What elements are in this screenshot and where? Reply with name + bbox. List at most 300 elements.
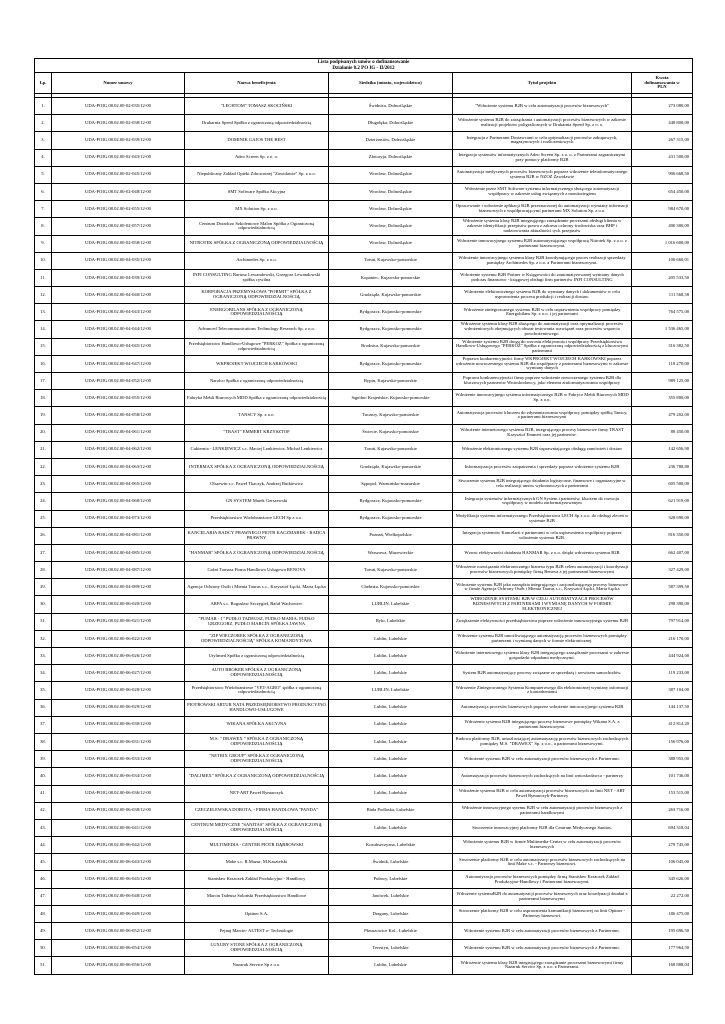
cell-amount: 654 450,00 xyxy=(632,183,693,200)
cell-amount: 168 888,04 xyxy=(632,957,693,974)
cell-seat: Wrocław, Dolnośląskie xyxy=(329,201,453,218)
cell-contract-number: UDA-POIG.08.02.00-02-058/12-00 xyxy=(52,235,185,252)
cell-project-title: Wdrożenie elektronicznego systemu B2B usprawniającego obsługę zamówień i dostaw xyxy=(453,441,632,458)
cell-seat: Sępólno Krajeńskie, Kujawsko-pomorskie xyxy=(329,390,453,407)
cell-lp: 10. xyxy=(35,252,52,269)
table-row xyxy=(35,837,693,854)
cell-beneficiary: Centrum Doradczo Szkoleniowe Malon Spółka z Ograniczoną odpowiedzialnością xyxy=(185,218,329,235)
cell-lp: 28. xyxy=(35,562,52,579)
cell-amount: 479 202,00 xyxy=(632,407,693,424)
cell-project-title: Automatyzacja procesów biznesowych zachodzących na linii wnioskodawca - partnerzy xyxy=(453,768,632,785)
cell-lp: 4. xyxy=(35,149,52,166)
table-row xyxy=(35,562,693,579)
cell-seat: Lublin, Lubelskie xyxy=(329,733,453,750)
cell-lp: 47. xyxy=(35,888,52,905)
grant-table xyxy=(34,58,693,975)
cell-contract-number: UDA-POIG.08.02.00-06-031/12-00 xyxy=(52,733,185,750)
header-seat: Siedziba (miasto, województwo) xyxy=(329,73,453,94)
cell-contract-number: UDA-POIG.08.02.00-06-020/12-00 xyxy=(52,596,185,613)
cell-contract-number: UDA-POIG.08.02.00-04-035/12-00 xyxy=(52,252,185,269)
cell-beneficiary: Adeo Screen Sp. z o. o. xyxy=(185,149,329,166)
table-title xyxy=(35,59,693,73)
cell-seat: Świdnik, Lubelskie xyxy=(329,854,453,871)
cell-lp: 8. xyxy=(35,218,52,235)
cell-amount: 316 382,50 xyxy=(632,338,693,355)
cell-lp: 12. xyxy=(35,287,52,304)
table-row xyxy=(35,682,693,699)
cell-lp: 27. xyxy=(35,544,52,561)
cell-amount: 236 788,80 xyxy=(632,458,693,475)
title-line-1: Lista podpisanych umów o dofinansowanie xyxy=(317,60,410,66)
cell-project-title: Wzrost efektywności działania HANMAR Sp. z o.o. dzięki wdrożeniu systemu B2B xyxy=(453,544,632,561)
cell-contract-number: UDA-POIG.08.02.00-06-027/12-00 xyxy=(52,665,185,682)
cell-contract-number: UDA-POIG.08.02.00-02-035/12-00 xyxy=(52,98,185,115)
cell-seat: Lublin, Lubelskie xyxy=(329,819,453,836)
grant-rows xyxy=(35,98,693,975)
cell-beneficiary: INTERMAX SPÓŁKA Z OGRANICZONĄ ODPOWIEDZIALNOŚCIĄ xyxy=(185,458,329,475)
cell-seat: Toruń, Kujawsko-pomorskie xyxy=(329,252,453,269)
cell-seat: Toruń, Kujawsko-pomorskie xyxy=(329,441,453,458)
table-row xyxy=(35,183,693,200)
cell-lp: 38. xyxy=(35,733,52,750)
cell-amount: 106 045,00 xyxy=(632,854,693,871)
cell-amount: 327 429,00 xyxy=(632,562,693,579)
cell-contract-number: UDA-POIG.08.02.00-06-036/12-00 xyxy=(52,785,185,802)
cell-project-title: Stworzenie innowacyjnej platformy B2B dla Centrum Medycznego Sanitas. xyxy=(453,819,632,836)
cell-lp: 21. xyxy=(35,441,52,458)
cell-project-title: Integracja z Partnerami Dostawcami w celu optymalizacji procesów zakupowych, magazynowych i rozliczeniowych xyxy=(453,132,632,149)
cell-project-title: Automatyzacja procesów biznesowych pomiędzy firmą Stanisław Krzaczek Zakład Produkcyjno-Handlowy i Partnerami biznesowymi. xyxy=(453,871,632,888)
table-row xyxy=(35,510,693,527)
cell-amount: 298 390,00 xyxy=(632,596,693,613)
cell-seat: Terestyn, Lubelskie xyxy=(329,940,453,957)
table-row xyxy=(35,716,693,733)
cell-amount: 694 318,04 xyxy=(632,819,693,836)
table-row xyxy=(35,596,693,613)
table-row xyxy=(35,819,693,836)
cell-contract-number: UDA-POIG.08.02.00-04-087/12-00 xyxy=(52,562,185,579)
table-row xyxy=(35,854,693,871)
cell-lp: 49. xyxy=(35,923,52,940)
cell-contract-number: UDA-POIG.08.02.00-06-054/12-00 xyxy=(52,940,185,957)
cell-beneficiary: WIKANA SPÓŁKA AKCYJNA xyxy=(185,716,329,733)
cell-seat: Janówek, Lubelskie xyxy=(329,888,453,905)
cell-lp: 23. xyxy=(35,476,52,493)
cell-lp: 45. xyxy=(35,854,52,871)
cell-contract-number: UDA-POIG.08.02.00-04-044/12-00 xyxy=(52,321,185,338)
cell-project-title: Wdrożenie systemu klasy B2B integrującego zarządzanie procesami obsługi klienta w zakresie identyfikacji przepisów prawa z zakresu ochrony środowiska oraz BHP i nadzorowania aktualności tych przepisów xyxy=(453,218,632,235)
cell-beneficiary: "TRAST" EMMERT KRZYSZTOF xyxy=(185,424,329,441)
table-row xyxy=(35,476,693,493)
cell-seat: Wrocław, Dolnośląskie xyxy=(329,218,453,235)
cell-beneficiary: "ZIP WIECZOREK SPÓŁKA Z OGRANICZONĄ ODPOWIEDZIALNOŚCIĄ" SPÓŁKA KOMANDYTOWA xyxy=(185,630,329,647)
cell-amount: 205 533,50 xyxy=(632,269,693,286)
cell-project-title: Automatyzacja procesów biznesowych poprzez wdrożenie innowacyjnego systemu B2B xyxy=(453,699,632,716)
cell-project-title: Stworzenie systemu B2B integrującego działania logistyczne, finansowe i organizacyjne w celu realizacji umów wykonawczych z partnerami xyxy=(453,476,632,493)
cell-beneficiary: Agencja Ochrony Osób i Mienia Taurus s.c., Krzysztof Łęcki, Maria Łęcka xyxy=(185,579,329,596)
cell-amount: 984 670,00 xyxy=(632,201,693,218)
cell-amount: 1 536 465,00 xyxy=(632,321,693,338)
cell-beneficiary: MULTIMEDIA - CENTER PIOTR DĄBROWSKI xyxy=(185,837,329,854)
table-row xyxy=(35,390,693,407)
cell-seat: Dzierżoniów, Dolnośląskie xyxy=(329,132,453,149)
cell-contract-number: UDA-POIG.08.02.00-04-085/12-00 xyxy=(52,544,185,561)
table-row xyxy=(35,957,693,974)
cell-project-title: "Wdrożenie systemu B2B w celu automatyzacji procesów biznesowych" xyxy=(453,98,632,115)
table-row xyxy=(35,493,693,510)
cell-amount: 587 399,50 xyxy=(632,579,693,596)
cell-contract-number: UDA-POIG.08.02.00-04-052/12-00 xyxy=(52,373,185,390)
table-row xyxy=(35,218,693,235)
table-row xyxy=(35,269,693,286)
cell-lp: 41. xyxy=(35,785,52,802)
cell-seat: Lublin, Lubelskie xyxy=(329,957,453,974)
cell-contract-number: UDA-POIG.08.02.00-04-073/12-00 xyxy=(52,510,185,527)
cell-beneficiary: Stanisław Krzaczek Zakład Produkcyjno - Handlowy xyxy=(185,871,329,888)
cell-contract-number: UDA-POIG.08.02.00-04-089/12-00 xyxy=(52,579,185,596)
cell-project-title: Poprawa konkurencyjności firmy WKPROJEKT WOJCIECH KARKOWSKI poprzez wdrożenie nowoczesnego systemu B2B dla współpracy z partnerami biznesowymi w zakresie wymiany danych xyxy=(453,355,632,372)
cell-lp: 50. xyxy=(35,940,52,957)
cell-contract-number: UDA-POIG.08.02.00-02-057/12-00 xyxy=(52,218,185,235)
cell-seat: Złotoryja, Dolnośląskie xyxy=(329,149,453,166)
cell-beneficiary: Nazaruk Service Sp z o.o. xyxy=(185,957,329,974)
table-row xyxy=(35,923,693,940)
header-project-title: Tytuł projektu xyxy=(453,73,632,94)
cell-seat: Grudziądz, Kujawsko-pomorskie xyxy=(329,287,453,304)
cell-amount: 101 736,00 xyxy=(632,768,693,785)
cell-beneficiary: NITROTEK SPÓŁKA Z OGRANICZONĄ ODPOWIEDZIALNOŚCIĄ xyxy=(185,235,329,252)
header-beneficiary: Nazwa beneficjenta xyxy=(185,73,329,94)
cell-seat: Chełmża, Kujawsko-pomorskie xyxy=(329,579,453,596)
cell-project-title: Wdrożenie zintegrowanego systemu B2B w celu usprawnienia współpracy pomiędzy Energobilans Sp. z o.o. i jej partnerami xyxy=(453,304,632,321)
cell-lp: 43. xyxy=(35,819,52,836)
cell-lp: 1. xyxy=(35,98,52,115)
cell-contract-number: UDA-POIG.08.02.00-06-021/12-00 xyxy=(52,613,185,630)
cell-project-title: Stworzenie platformy B2B w celu automatyzacji procesów biznesowych zachodzących na linii Make s.c. - Partnerzy biznesowi. xyxy=(453,854,632,871)
table-row xyxy=(35,115,693,132)
cell-amount: 111 568,58 xyxy=(632,287,693,304)
cell-seat: Lublin, Lubelskie xyxy=(329,665,453,682)
cell-project-title: Zwiększenie efektywności przedsiębiorstwa poprzez wdrożenie innowacyjnego systemu B2B xyxy=(453,613,632,630)
cell-project-title: Wdrożenie systemu B2B w celu automatyzacji procesów biznesowych na linii NET - ART Paweł Rymarczyk-Partnerzy xyxy=(453,785,632,802)
cell-beneficiary: Olszewin s.c. Paweł Tkaczyk, Andrzej Butkiewicz xyxy=(185,476,329,493)
cell-project-title: Integracja systemów informatycznych Adeo Screen Sp. z o. o. z Partnerami zagranicznymi przy pomocy platformy B2B xyxy=(453,149,632,166)
table-row xyxy=(35,940,693,957)
cell-amount: 267 315,00 xyxy=(632,132,693,149)
cell-beneficiary: Advanced Telecommunications Technology Research Sp. z o.o. xyxy=(185,321,329,338)
cell-lp: 6. xyxy=(35,183,52,200)
cell-amount: 797 914,00 xyxy=(632,613,693,630)
cell-amount: 177 964,50 xyxy=(632,940,693,957)
cell-project-title: Opracowanie i wdrożenie aplikacji B2B przeznaczonej do automatyzacji wymiany informacji biznesowych z współpracującymi partnerami MX Solution Sp. z o.o. xyxy=(453,201,632,218)
cell-lp: 39. xyxy=(35,751,52,768)
cell-contract-number: UDA-POIG.08.02.00-04-065/12-00 xyxy=(52,476,185,493)
table-row xyxy=(35,665,693,682)
cell-lp: 18. xyxy=(35,390,52,407)
table-row xyxy=(35,287,693,304)
cell-beneficiary: Cukiernia - LENKIEWICZ s.c. Maciej Lenkiewicz, Michał Lenkiewicz xyxy=(185,441,329,458)
cell-lp: 15. xyxy=(35,338,52,355)
cell-contract-number: UDA-POIG.08.02.00-06-038/12-00 xyxy=(52,802,185,819)
table-row xyxy=(35,733,693,750)
cell-project-title: Modyfikacja systemu informatycznego Przedsiębiorstwa LECH Sp z o.o. do obsługi zleceń w systemie B2B xyxy=(453,510,632,527)
title-line-2: Działanie 8.2 PO IG - II/2012 xyxy=(332,65,395,71)
header-amount-line: PLN xyxy=(657,84,667,90)
cell-contract-number: UDA-POIG.08.02.00-04-047/12-00 xyxy=(52,355,185,372)
cell-beneficiary: "NETRIX GROUP" SPÓŁKA Z OGRANICZONĄ ODPOWIEDZIALNOŚCIĄ xyxy=(185,751,329,768)
cell-contract-number: UDA-POIG.08.02.00-06-030/12-00 xyxy=(52,716,185,733)
cell-beneficiary: "HANMAR" SPÓŁKA Z OGRANICZONĄ ODPOWIEDZIALNOŚCIĄ xyxy=(185,544,329,561)
cell-lp: 34. xyxy=(35,665,52,682)
cell-project-title: Wdrożenie innowacyjnego sytemu B2B w celu automatyzacji procesów biznesowych z partnerami handlowymi xyxy=(453,802,632,819)
cell-lp: 35. xyxy=(35,682,52,699)
cell-project-title: Wdrożenie innowacyjnego systemu klasy B2B koordynującego proces realizacji sprzedaży pomiędzy Archimedes Sp. z o.o. a Partnerami biznesowymi. xyxy=(453,252,632,269)
cell-project-title: Informatyzacja procesów zaopatrzenia i sprzedaży poprzez wdrożenie systemu B2B xyxy=(453,458,632,475)
cell-contract-number: UDA-POIG.08.02.00-06-026/12-00 xyxy=(52,648,185,665)
cell-beneficiary: KORPORACJA PRZEMYSŁOWA "FORMIT" SPÓŁKA Z OGRANICZONĄ ODPOWIEDZIALNOŚCIĄ xyxy=(185,287,329,304)
cell-amount: 216 170,00 xyxy=(632,630,693,647)
cell-seat: Bydgoszcz, Kujawsko-pomorskie xyxy=(329,355,453,372)
cell-beneficiary: TANSCY Sp. z o.o. xyxy=(185,407,329,424)
cell-project-title: WDROŻENIE SYSTEMU B2B W CELU AUTOMATYZACJI PROCESÓW BIZNESOWYCH Z PARTNERAMI I WYMIANĘ DANYCH W FORMIE ELEKTRONICZNEJ xyxy=(453,596,632,613)
cell-contract-number: UDA-POIG.08.02.00-06-056/12-00 xyxy=(52,957,185,974)
column-header-row xyxy=(35,73,693,94)
cell-seat: Puławy, Lubelskie xyxy=(329,871,453,888)
cell-contract-number: UDA-POIG.08.02.00-02-038/12-00 xyxy=(52,115,185,132)
grant-list-sheet xyxy=(34,58,692,975)
header-amount-line: dofinansowania w xyxy=(644,79,680,85)
cell-seat: Bydgoszcz, Kujawsko-pomorskie xyxy=(329,304,453,321)
cell-beneficiary: DOMINIK GAJOS THE BEST xyxy=(185,132,329,149)
cell-lp: 3. xyxy=(35,132,52,149)
cell-beneficiary: Make s.c. R.Mazur, M.Kasztelski xyxy=(185,854,329,871)
table-row xyxy=(35,785,693,802)
cell-lp: 26. xyxy=(35,527,52,544)
cell-project-title: Wdrożenie systemu B2B do zarządzania i automatyzacji procesów biznesowych w zakresie realizacji projektów poligraficznych w Drukarnia Speed Sp. z o. o. xyxy=(453,115,632,132)
cell-beneficiary: KANCELARIA RADCY PRAWNEGO PIOTR KACZMAREK - RADCA PRAWNY xyxy=(185,527,329,544)
cell-amount: 22 272,00 xyxy=(632,888,693,905)
table-row xyxy=(35,98,693,115)
cell-beneficiary: M.S. " DRAWEX " SPÓŁKA Z OGRANICZONĄ ODPOWIEDZIALNOŚCIĄ xyxy=(185,733,329,750)
cell-seat: LUBLIN, Lubelskie xyxy=(329,682,453,699)
cell-project-title: Integracja systemów Kancelarii z partnerami w celu usprawnienia współpracy poprzez wdrożenie systemu B2B. xyxy=(453,527,632,544)
cell-amount: 328 690,00 xyxy=(632,510,693,527)
cell-seat: Świecie, Kujawsko-pomorskie xyxy=(329,424,453,441)
cell-seat: Kopaniec, Kujawsko-pomorskie xyxy=(329,269,453,286)
cell-beneficiary: WKPROJEKT WOJCIECH KARKOWSKI xyxy=(185,355,329,372)
cell-lp: 20. xyxy=(35,424,52,441)
table-row xyxy=(35,648,693,665)
cell-seat: Lublin, Lubelskie xyxy=(329,716,453,733)
cell-amount: 448 800,00 xyxy=(632,115,693,132)
cell-beneficiary: Marcin Tadeusz Soloński Przedsiębiorstwo Handlowe xyxy=(185,888,329,905)
cell-project-title: Wdrożenie systemu B2B integrującego procesy biznesowe pomiędzy Wikana S.A. a partnerami biznesowymi. xyxy=(453,716,632,733)
cell-contract-number: UDA-POIG.08.02.00-06-041/12-00 xyxy=(52,819,185,836)
cell-lp: 29. xyxy=(35,579,52,596)
cell-amount: 662 407,00 xyxy=(632,544,693,561)
table-row xyxy=(35,321,693,338)
cell-beneficiary: Niepubliczny Zakład Opieki Zdrowotnej "Zawidawie" Sp. z o.o. xyxy=(185,166,329,183)
cell-project-title: System B2B automatyzujący procesy związane ze sprzedażą i serwisem samochodów. xyxy=(453,665,632,682)
cell-beneficiary: Gołaś Tomasz Firma Handlowo Usługowa RENOVA xyxy=(185,562,329,579)
cell-amount: 119 233,00 xyxy=(632,665,693,682)
cell-seat: Świdnica, Dolnośląskie xyxy=(329,98,453,115)
cell-seat: Wrocław, Dolnośląskie xyxy=(329,183,453,200)
cell-contract-number: UDA-POIG.08.02.00-06-049/12-00 xyxy=(52,905,185,922)
cell-amount: 263 716,00 xyxy=(632,802,693,819)
cell-seat: Bydgoszcz, Kujawsko-pomorskie xyxy=(329,321,453,338)
cell-amount: 412 814,20 xyxy=(632,716,693,733)
cell-amount: 355 800,00 xyxy=(632,390,693,407)
cell-contract-number: UDA-POIG.08.02.00-06-042/12-00 xyxy=(52,837,185,854)
cell-amount: 816 350,00 xyxy=(632,527,693,544)
table-title-row xyxy=(35,59,693,73)
cell-amount: 142 656,90 xyxy=(632,441,693,458)
cell-contract-number: UDA-POIG.08.02.00-04-061/12-00 xyxy=(52,424,185,441)
cell-seat: Tucznry, Kujawsko-pomorskie xyxy=(329,407,453,424)
table-row xyxy=(35,424,693,441)
cell-lp: 32. xyxy=(35,630,52,647)
cell-seat: Kozubszczyzna, Lubelskie xyxy=(329,837,453,854)
cell-contract-number: UDA-POIG.08.02.00-04-058/12-00 xyxy=(52,407,185,424)
cell-contract-number: UDA-POIG.08.02.00-06-034/12-00 xyxy=(52,768,185,785)
cell-project-title: Budowa platformy B2B, umożliwiającej automatyzację procesów biznesowych zachodzących pomiędzy M.S. "DRAWEX" Sp. z o.o., a partnerami biznesowymi. xyxy=(453,733,632,750)
cell-seat: Długołęka, Dolnośląskie xyxy=(329,115,453,132)
cell-seat: Dragany, Lubelskie xyxy=(329,905,453,922)
cell-lp: 16. xyxy=(35,355,52,372)
table-row xyxy=(35,905,693,922)
cell-amount: 195 696,50 xyxy=(632,923,693,940)
cell-project-title: Poprawa konkurencyjności firmy poprzez wdrożenie nowoczesnego systemu B2B dla kluczowych partnerów Wnioskodawcy, jako element zinformatyzowania współpracy xyxy=(453,373,632,390)
cell-project-title: Wdrożenie systemu B2B jako narzędzia integrującego i racjonalizującego procesy biznesowe w firmie Agencja Ochrony Osób i Mienia Taurus s.c., Krzysztof Łęcki, Maria Łęcka xyxy=(453,579,632,596)
cell-contract-number: UDA-POIG.08.02.00-06-043/12-00 xyxy=(52,854,185,871)
cell-seat: Lublin, Lubelskie xyxy=(329,768,453,785)
cell-amount: 764 575,00 xyxy=(632,304,693,321)
cell-seat: Grudziądz, Kujawsko-pomorskie xyxy=(329,458,453,475)
cell-lp: 7. xyxy=(35,201,52,218)
cell-seat: Lublin, Lubelskie xyxy=(329,751,453,768)
cell-seat: Ryki, Lubelskie xyxy=(329,613,453,630)
cell-contract-number: UDA-POIG.08.02.00-04-055/12-00 xyxy=(52,390,185,407)
table-row xyxy=(35,304,693,321)
cell-project-title: Wdrożenie internetowego systemu B2B, integrującego procesy biznesowe firmy TRAST Krzysztof Emmert oraz jej partnerów. xyxy=(453,424,632,441)
cell-contract-number: UDA-POIG.08.02.00-04-062/12-00 xyxy=(52,441,185,458)
cell-seat: Poznań, Wielkopolskie xyxy=(329,527,453,544)
cell-project-title: Integracja systemów informatycznych GN System i partnerów, kluczem do rozwoju współpracy w modelu zinformatyzowanym xyxy=(453,493,632,510)
table-row xyxy=(35,458,693,475)
cell-beneficiary: Optiner S.A. xyxy=(185,905,329,922)
cell-lp: 25. xyxy=(35,510,52,527)
cell-project-title: Wdrożenie systemu B2B w firmie Multimedia-Center w celu automatyzacji procesów biznesowych xyxy=(453,837,632,854)
cell-contract-number: UDA-POIG.08.02.00-06-052/12-00 xyxy=(52,923,185,940)
cell-beneficiary: Pejnaj Marcin- ALTEST o- Technologie xyxy=(185,923,329,940)
cell-beneficiary: Drukarnia Speed Spółka z ograniczoną odpowiedzialnością xyxy=(185,115,329,132)
cell-project-title: Wdrożenie systemu B2B umożliwiającego automatyzację procesów biznesowych pomiędzy partnerami i wymianę danych w formie elektronicznej. xyxy=(453,630,632,647)
cell-contract-number: UDA-POIG.08.02.00-04-063/12-00 xyxy=(52,458,185,475)
cell-contract-number: UDA-POIG.08.02.00-02-045/12-00 xyxy=(52,166,185,183)
cell-amount: 1 016 600,00 xyxy=(632,235,693,252)
cell-seat: Lublin, Lubelskie xyxy=(329,630,453,647)
cell-amount: 444 924,00 xyxy=(632,648,693,665)
cell-project-title: Wdrożenie systemuB2B do automatyzacji procesów biznesowych oraz koordynacji działań z partnerami biznesowymi xyxy=(453,888,632,905)
cell-amount: 100 660,01 xyxy=(632,252,693,269)
table-row xyxy=(35,699,693,716)
cell-seat: LUBLIN, Lubelskie xyxy=(329,596,453,613)
table-row xyxy=(35,751,693,768)
cell-seat: Lublin, Lubelskie xyxy=(329,785,453,802)
cell-seat: Lublin, Lubelskie xyxy=(329,648,453,665)
cell-beneficiary: GN SYSTEM Marek Gerszewski xyxy=(185,493,329,510)
cell-amount: 186 475,00 xyxy=(632,905,693,922)
cell-project-title: Wdrożenie systemu B2B drogą do wzrostu efektywności współpracy Przedsiębiorstwa Handlowo-Usługowego "PERKOZ" Spółka z ograniczoną odpowiedzialnością z kluczowymi partnerami xyxy=(453,338,632,355)
cell-project-title: Wdrożenie innowacyjnego systemu B2B automatyzującego współpracę Nitrotek Sp. z o.o. z partnerami biznesowymi. xyxy=(453,235,632,252)
cell-amount: 388 955,00 xyxy=(632,751,693,768)
cell-beneficiary: Fabryka Mebli Biurowych MDD Spółka z ograniczoną odpowiedzialnością xyxy=(185,390,329,407)
cell-beneficiary: Narolco Spółka z ograniczoną odpowiedzialnością xyxy=(185,373,329,390)
cell-beneficiary: ARFA s.c. Bogusław Szczygieł, Rafał Wachowiec xyxy=(185,596,329,613)
cell-amount: 431 500,00 xyxy=(632,149,693,166)
cell-lp: 36. xyxy=(35,699,52,716)
cell-contract-number: UDA-POIG.08.02.00-06-028/12-00 xyxy=(52,682,185,699)
cell-seat: Warszawa, Mazowieckie xyxy=(329,544,453,561)
table-row xyxy=(35,441,693,458)
cell-amount: 156 976,00 xyxy=(632,733,693,750)
cell-project-title: Wdrożenie systemu B2B w celu automatyzacji procesów biznesowych z Partnerami. xyxy=(453,940,632,957)
cell-amount: 279 745,00 xyxy=(632,837,693,854)
table-row xyxy=(35,235,693,252)
cell-lp: 9. xyxy=(35,235,52,252)
cell-lp: 14. xyxy=(35,321,52,338)
cell-project-title: Wdrożenie rozwiązania elektronicznego biznesu typu B2B celem automatyzacji i koordynacji procesów biznesowych pomiędzy firmą Renova a jej partnerami biznesowymi xyxy=(453,562,632,579)
cell-lp: 42. xyxy=(35,802,52,819)
table-row xyxy=(35,132,693,149)
cell-contract-number: UDA-POIG.08.02.00-04-043/12-00 xyxy=(52,304,185,321)
cell-contract-number: UDA-POIG.08.02.00-04-039/12-00 xyxy=(52,269,185,286)
cell-beneficiary: MX Solution Sp. z o.o. xyxy=(185,201,329,218)
cell-beneficiary: CENTRUM MEDYCZNE "SANITAS" SPÓŁKA Z OGRANICZONĄ ODPOWIEDZIALNOŚCIĄ xyxy=(185,819,329,836)
cell-project-title: Wdrożenie elektronicznego systemu B2B do wymiany danych i dokumentów w celu usprawnienia procesu produkcji i realizacji dostaw. xyxy=(453,287,632,304)
cell-lp: 22. xyxy=(35,458,52,475)
header-amount-line: Kwota xyxy=(655,74,669,80)
cell-seat: Płouszowice Kol., Lubelskie xyxy=(329,923,453,940)
cell-lp: 51. xyxy=(35,957,52,974)
cell-beneficiary: Przedsiębiorstwo Handlowo-Usługowe "PERKOZ" Spółka z ograniczoną odpowiedzialnością xyxy=(185,338,329,355)
cell-project-title: Automatyzacja procesów kluczem do zdynamizowania współpracy pomiędzy spółką Tanscy, a partnerami biznesowymi xyxy=(453,407,632,424)
cell-amount: 345 626,00 xyxy=(632,871,693,888)
cell-lp: 17. xyxy=(35,373,52,390)
cell-seat: Wrocław, Dolnośląskie xyxy=(329,166,453,183)
cell-seat: Bydgoszcz, Kujawsko-pomorskie xyxy=(329,493,453,510)
cell-lp: 37. xyxy=(35,716,52,733)
cell-project-title: Wdrożenie Zintegrowanego Systemu Komputerowego dla elektronicznej wymiany informacji z kontrahentami xyxy=(453,682,632,699)
cell-contract-number: UDA-POIG.08.02.00-06-029/12-00 xyxy=(52,699,185,716)
table-row xyxy=(35,768,693,785)
table-row xyxy=(35,252,693,269)
cell-lp: 2. xyxy=(35,115,52,132)
cell-seat: Toruń, Kujawsko-pomorskie xyxy=(329,562,453,579)
table-row xyxy=(35,630,693,647)
cell-beneficiary: AUTO BROKER SPÓŁKA Z OGRANICZONĄ ODPOWIEDZIALNOŚCIĄ xyxy=(185,665,329,682)
cell-amount: 605 500,00 xyxy=(632,476,693,493)
table-row xyxy=(35,527,693,544)
cell-contract-number: UDA-POIG.08.02.00-06-045/12-00 xyxy=(52,871,185,888)
cell-beneficiary: "LECHTOM" TOMASZ SKOCIŃSKI xyxy=(185,98,329,115)
cell-amount: 621 919,00 xyxy=(632,493,693,510)
cell-project-title: Wdrożenie internetowego systemu klasy B2B integrującego zarządzanie procesami w zakresie gospodarki odpadami medycznymi. xyxy=(453,648,632,665)
cell-project-title: Wdrożenie systemu B2B w celu automatyzacji procesów biznesowych z Partnerami. xyxy=(453,923,632,940)
table-row xyxy=(35,871,693,888)
cell-beneficiary: Przedsiębiorstwo Wielobranżowe LECH Sp z o.o. xyxy=(185,510,329,527)
